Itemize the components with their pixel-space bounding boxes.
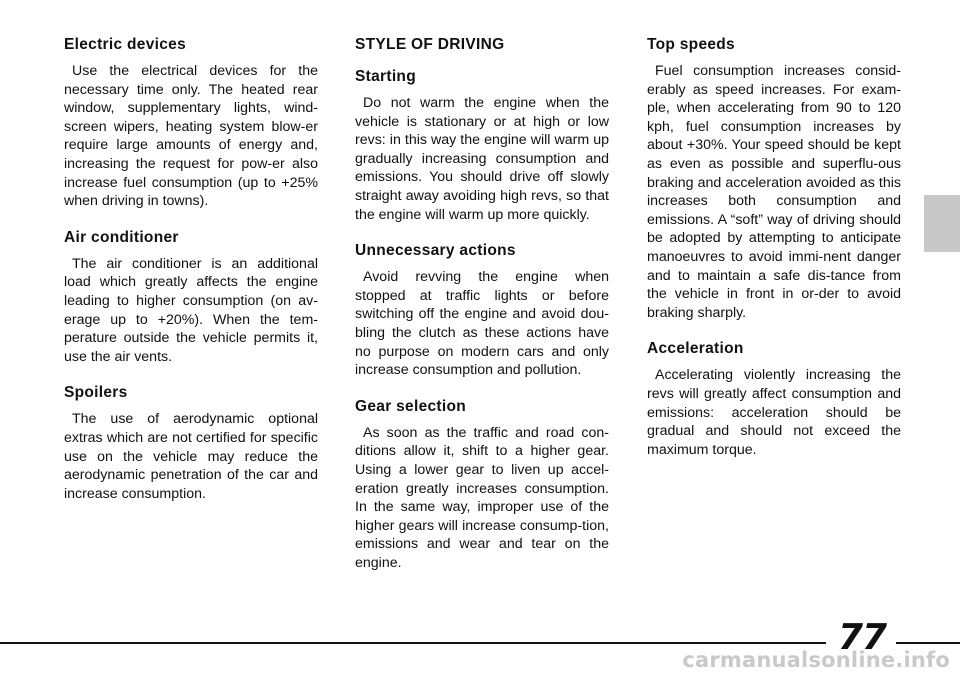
column-right xyxy=(647,36,901,477)
heading-air-conditioner: Air conditioner xyxy=(64,228,179,246)
heading-gear-selection: Gear selection xyxy=(355,397,467,415)
paragraph-starting: Do not warm the engine when the vehicle is stationary or at high or low revs: in this way the engine will warm up gradually increasing consumption and emissions. You should drive off slowly straight away avoiding high revs, so that the engine will warm up more quickly. xyxy=(355,95,609,223)
paragraph-acceleration: Accelerating violently increasing the revs will greatly affect consumption and emissions: acceleration should be gradual and should not exceed the maximum torque. xyxy=(647,367,901,458)
heading-starting: Starting xyxy=(355,68,416,85)
chapter-tab-marker xyxy=(924,195,960,252)
heading-electric-devices: Electric devices xyxy=(64,36,186,53)
page-number: 77 xyxy=(837,617,887,658)
paragraph-air-conditioner: The air conditioner is an additional load which greatly affects the engine leading to higher consumption (on av-erage up to +20%). When the tem-perature outside the vehicle permits it, use the air vents. xyxy=(64,255,318,365)
heading-top-speeds: Top speeds xyxy=(647,36,735,53)
heading-spoilers: Spoilers xyxy=(64,384,128,402)
footer-rule-right xyxy=(896,642,960,644)
footer-rule-left xyxy=(0,642,826,644)
paragraph-spoilers: The use of aerodynamic optional extras which are not certified for specific use on the vehicle may reduce the aerodynamic penetration of the car and increase consumption. xyxy=(64,411,318,502)
paragraph-electric-devices: Use the electrical devices for the necessary time only. The heated rear window, supplementary lights, wind-screen wipers, heating system blow-er require large amounts of energy and, increasing the request for pow-er also increase fuel consumption (up to +25% when driving in towns). xyxy=(64,63,318,210)
paragraph-top-speeds: Fuel consumption increases consid-erably as speed increases. For exam-ple, when accelerating from 90 to 120 kph, fuel consumption increases by about +30%. Your speed should be kept as even as possible and superflu-ous braking and acceleration avoided as this increases both consumption and emissions. A “soft” way of driving should be adopted by attempting to anticipate manoeuvres to avoid immi-nent danger and to maintain a safe dis-tance from the vehicle in front in or-der to avoid braking sharply. xyxy=(647,63,901,321)
section-title-style-of-driving: STYLE OF DRIVING xyxy=(355,36,505,53)
heading-acceleration: Acceleration xyxy=(647,340,744,358)
column-middle xyxy=(355,36,609,590)
paragraph-unnecessary-actions: Avoid revving the engine when stopped at traffic lights or before switching off the engine and avoid dou-bling the clutch as these actions have no purpose on modern cars and only increase consumption and pollution. xyxy=(355,269,609,379)
watermark-text: carmanualsonline.info xyxy=(682,648,950,672)
paragraph-gear-selection: As soon as the traffic and road con-ditions allow it, shift to a higher gear. Using a lower gear to liven up accel-eration greatly increases consumption. In the same way, improper use of the higher gears will increase consump-tion, emissions and wear and tear on the engine. xyxy=(355,424,609,571)
column-left xyxy=(64,36,318,521)
heading-unnecessary-actions: Unnecessary actions xyxy=(355,242,516,260)
